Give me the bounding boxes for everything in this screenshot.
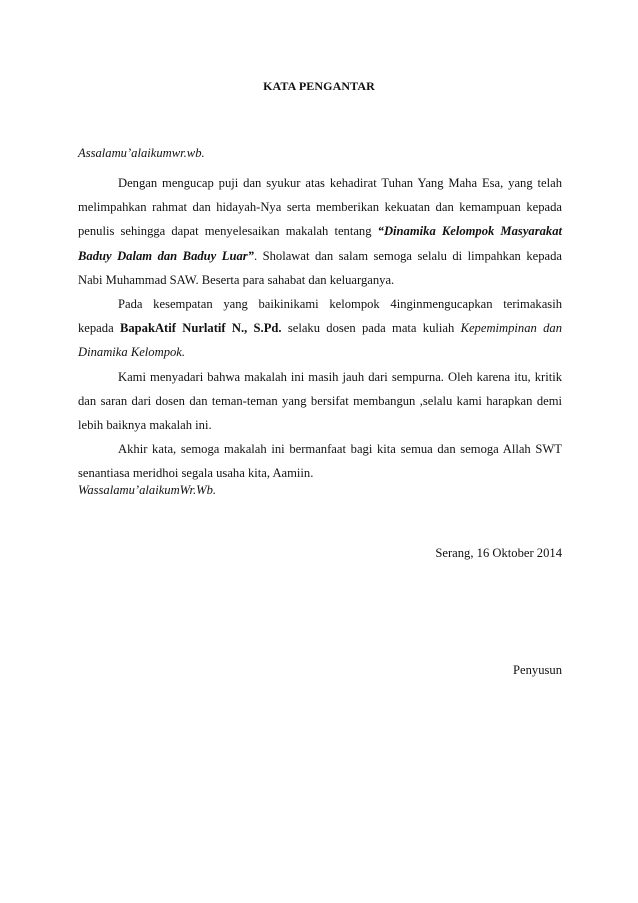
text-run: selaku dosen pada mata kuliah (281, 321, 461, 336)
paragraph-1-line-1: Dengan mengucap puji dan syukur atas kehadirat Tuhan Yang Maha Esa, yang telah (118, 176, 562, 190)
paragraph-2-line-1: Pada kesempatan yang baikinikami kelompok 4inginmengucapkan terimakasih (118, 296, 562, 311)
page-title: KATA PENGANTAR (263, 79, 375, 93)
paragraph-3-line-2: dan saran dari dosen dan teman-teman yang bersifat membangun ,selalu kami harapkan demi (78, 393, 562, 408)
place-and-date: Serang, 16 Oktober 2014 (435, 546, 562, 560)
course-name-part-1: Kepemimpinan dan (460, 321, 562, 336)
body-text (78, 171, 562, 485)
paragraph-2-line-2 (78, 316, 562, 340)
course-name-part-2: Dinamika Kelompok. (78, 345, 186, 360)
paragraph-1-line-3 (78, 219, 562, 243)
paragraph-4-line-2: senantiasa meridhoi segala usaha kita, Aamiin. (78, 466, 314, 481)
paragraph-1-line-5: Nabi Muhammad SAW. Beserta para sahabat dan keluarganya. (78, 272, 395, 287)
opening-greeting: Assalamu’alaikumwr.wb. (78, 146, 205, 160)
makalah-title-part-2: Baduy Dalam dan Baduy Luar” (78, 248, 254, 263)
paragraph-3-line-3: lebih baiknya makalah ini. (78, 417, 212, 432)
paragraph-4-line-1: Akhir kata, semoga makalah ini bermanfaat bagi kita semua dan semoga Allah SWT (118, 442, 562, 457)
signature-label: Penyusun (513, 663, 562, 677)
closing-greeting: Wassalamu’alaikumWr.Wb. (78, 483, 217, 497)
lecturer-name: BapakAtif Nurlatif N., S.Pd. (119, 321, 282, 336)
text-run: penulis sehingga dapat menyelesaikan makalah tentang (78, 224, 378, 239)
paragraph-3-line-1: Kami menyadari bahwa makalah ini masih jauh dari sempurna. Oleh karena itu, kritik (118, 369, 562, 384)
text-run: kepada (78, 321, 120, 336)
paragraph-1-line-4 (78, 244, 562, 268)
paragraph-1-line-2: melimpahkan rahmat dan hidayah-Nya serta memberikan kekuatan dan kemampuan kepada (78, 200, 562, 215)
makalah-title-part-1: “Dinamika Kelompok Masyarakat (377, 224, 563, 239)
text-run: . Sholawat dan salam semoga selalu di limpahkan kepada (253, 248, 562, 263)
